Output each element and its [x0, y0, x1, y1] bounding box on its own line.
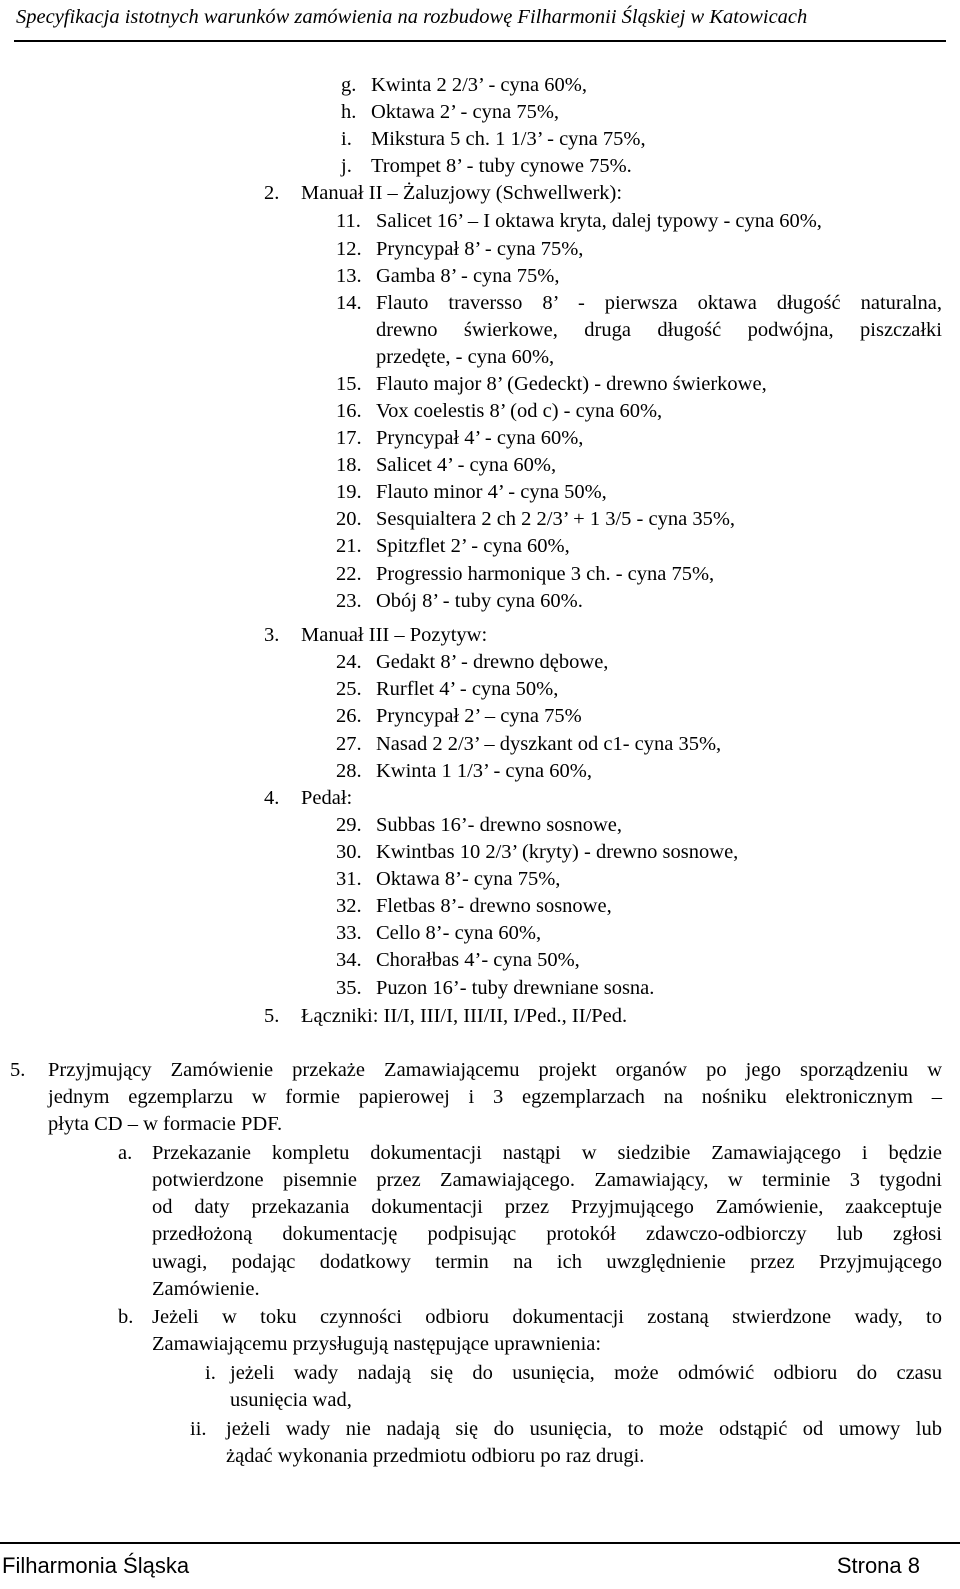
stop-item-text: Rurflet 4’ - cyna 50%, [376, 678, 559, 700]
stop-item-number: 25. [336, 678, 362, 700]
stop-item-text: Salicet 4’ - cyna 60%, [376, 454, 557, 476]
stop-item-number: 20. [336, 508, 362, 530]
stop-item-number: 29. [336, 814, 362, 836]
item-b-number: b. [118, 1306, 134, 1328]
item-a-line: potwierdzone pisemnie przez Zamawiającego. Zamawiający, w terminie 3 tygodni [152, 1169, 942, 1191]
page-header: Specyfikacja istotnych warunków zamówienia na rozbudowę Filharmonii Śląskiej w Katowicach [16, 6, 808, 28]
item-a-line: Przekazanie kompletu dokumentacji nastąpi w siedzibie Zamawiającego i będzie [152, 1142, 942, 1164]
stop-item-number: 17. [336, 427, 362, 449]
stop-item-text: Flauto major 8’ (Gedeckt) - drewno świerkowe, [376, 373, 767, 395]
stop-item-number: 30. [336, 841, 362, 863]
stop-item-text: Salicet 16’ – I oktawa kryta, dalej typowy - cyna 60%, [376, 210, 822, 232]
stop-item-text: Progressio harmonique 3 ch. - cyna 75%, [376, 563, 715, 585]
stop-item-text: Nasad 2 2/3’ – dyszkant od c1- cyna 35%, [376, 733, 722, 755]
stop-item-text: Obój 8’ - tuby cyna 60%. [376, 590, 583, 612]
stop-item-text: Flauto minor 4’ - cyna 50%, [376, 481, 607, 503]
stop-item-text: Kwinta 2 2/3’ - cyna 60%, [371, 74, 587, 96]
stop-item-text: Chorałbas 4’- cyna 50%, [376, 949, 580, 971]
section-manual-2-number: 2. [264, 182, 280, 204]
stop-item-text: Spitzflet 2’ - cyna 60%, [376, 535, 570, 557]
stop-item-text: Trompet 8’ - tuby cynowe 75%. [371, 155, 632, 177]
item-ii-number: ii. [190, 1418, 207, 1440]
stop-item-number: h. [341, 101, 357, 123]
item-a-line: przedłożoną dokumentację podpisując protokół zdawczo-odbiorczy lub zgłosi [152, 1223, 942, 1245]
section-pedal-number: 4. [264, 787, 280, 809]
stop-item-text: Pryncypał 8’ - cyna 75%, [376, 238, 584, 260]
item-i-line1: jeżeli wady nadają się do usunięcia, może odmówić odbioru do czasu [230, 1362, 942, 1384]
stop-item-number: 13. [336, 265, 362, 287]
stop-item-number: 26. [336, 705, 362, 727]
stop-item-text: Cello 8’- cyna 60%, [376, 922, 542, 944]
footer-organization: Filharmonia Śląska [2, 1553, 190, 1578]
stop-item-14-line2: drewno świerkowe, druga długość podwójna, piszczałki [376, 319, 942, 341]
stop-item-text: Kwintbas 10 2/3’ (kryty) - drewno sosnowe, [376, 841, 739, 863]
section-manual-3-number: 3. [264, 624, 280, 646]
item-b-line1: Jeżeli w toku czynności odbioru dokumentacji zostaną stwierdzone wady, to [152, 1306, 942, 1328]
stop-item-text: Kwinta 1 1/3’ - cyna 60%, [376, 760, 592, 782]
header-divider [14, 40, 946, 42]
stop-item-text: Puzon 16’- tuby drewniane sosna. [376, 977, 655, 999]
stop-item-text: Sesquialtera 2 ch 2 2/3’ + 1 3/5 - cyna 35%, [376, 508, 736, 530]
stop-item-number: 18. [336, 454, 362, 476]
stop-item-text: Vox coelestis 8’ (od c) - cyna 60%, [376, 400, 663, 422]
item-a-number: a. [118, 1142, 133, 1164]
stop-item-text: Pryncypał 4’ - cyna 60%, [376, 427, 584, 449]
stop-item-14-line1-justified: Flauto traversso 8’ - pierwsza oktawa długość naturalna, [376, 292, 942, 314]
item-ii-line1: jeżeli wady nie nadają się do usunięcia, to może odstąpić od umowy lub [226, 1418, 942, 1440]
stop-item-number: i. [341, 128, 352, 150]
stop-item-number: 32. [336, 895, 362, 917]
item-a-line: uwagi, podając dodatkowy termin na ich uwzględnienie przez Przyjmującego [152, 1251, 942, 1273]
item-i-number: i. [205, 1362, 216, 1384]
stop-item-number: 31. [336, 868, 362, 890]
section-5-line3: płyta CD – w formacie PDF. [48, 1113, 283, 1135]
stop-item-number: 28. [336, 760, 362, 782]
stop-item-number: 21. [336, 535, 362, 557]
stop-item-text: Oktawa 2’ - cyna 75%, [371, 101, 560, 123]
stop-item-text: Oktawa 8’- cyna 75%, [376, 868, 561, 890]
stop-item-text: Fletbas 8’- drewno sosnowe, [376, 895, 612, 917]
stop-item-number: 12. [336, 238, 362, 260]
section-5-number: 5. [10, 1059, 26, 1081]
section-5-line1: Przyjmujący Zamówienie przekaże Zamawiającemu projekt organów po jego sporządzeniu w [48, 1059, 942, 1081]
item-i-line2: usunięcia wad, [230, 1389, 352, 1411]
stop-item-number: 35. [336, 977, 362, 999]
section-couplers-text: Łączniki: II/I, III/I, III/II, I/Ped., II/Ped. [301, 1005, 628, 1027]
section-pedal-text: Pedał: [301, 787, 353, 809]
section-manual-3-text: Manuał III – Pozytyw: [301, 624, 488, 646]
stop-item-number: 16. [336, 400, 362, 422]
stop-item-number: 23. [336, 590, 362, 612]
stop-item-number: 34. [336, 949, 362, 971]
stop-item-text: Subbas 16’- drewno sosnowe, [376, 814, 622, 836]
stop-item-number: 22. [336, 563, 362, 585]
stop-item-14-number: 14. [336, 292, 362, 314]
section-manual-2-text: Manuał II – Żaluzjowy (Schwellwerk): [301, 182, 623, 204]
stop-item-text: Pryncypał 2’ – cyna 75% [376, 705, 582, 727]
stop-item-number: 15. [336, 373, 362, 395]
section-5-line2: jednym egzemplarzu w formie papierowej i 3 egzemplarzach na nośniku elektronicznym – [48, 1086, 942, 1108]
stop-item-number: 19. [336, 481, 362, 503]
stop-item-number: 27. [336, 733, 362, 755]
stop-item-number: 33. [336, 922, 362, 944]
stop-item-number: g. [341, 74, 357, 96]
stop-item-text: Gedakt 8’ - drewno dębowe, [376, 651, 609, 673]
footer-page-number: Strona 8 [836, 1553, 920, 1578]
footer-divider [0, 1542, 960, 1544]
item-ii-line2: żądać wykonania przedmiotu odbioru po raz drugi. [226, 1445, 645, 1467]
item-a-line: od daty przekazania dokumentacji przez Przyjmującego Zamówienie, zaakceptuje [152, 1196, 942, 1218]
stop-item-14-line3: przedęte, - cyna 60%, [376, 346, 555, 368]
stop-item-text: Mikstura 5 ch. 1 1/3’ - cyna 75%, [371, 128, 646, 150]
item-a-line: Zamówienie. [152, 1278, 260, 1300]
item-b-line2: Zamawiającemu przysługują następujące uprawnienia: [152, 1333, 602, 1355]
stop-item-number: 24. [336, 651, 362, 673]
section-couplers-number: 5. [264, 1005, 280, 1027]
stop-item-text: Gamba 8’ - cyna 75%, [376, 265, 560, 287]
stop-item-number: j. [341, 155, 352, 177]
stop-item-number: 11. [336, 210, 361, 232]
